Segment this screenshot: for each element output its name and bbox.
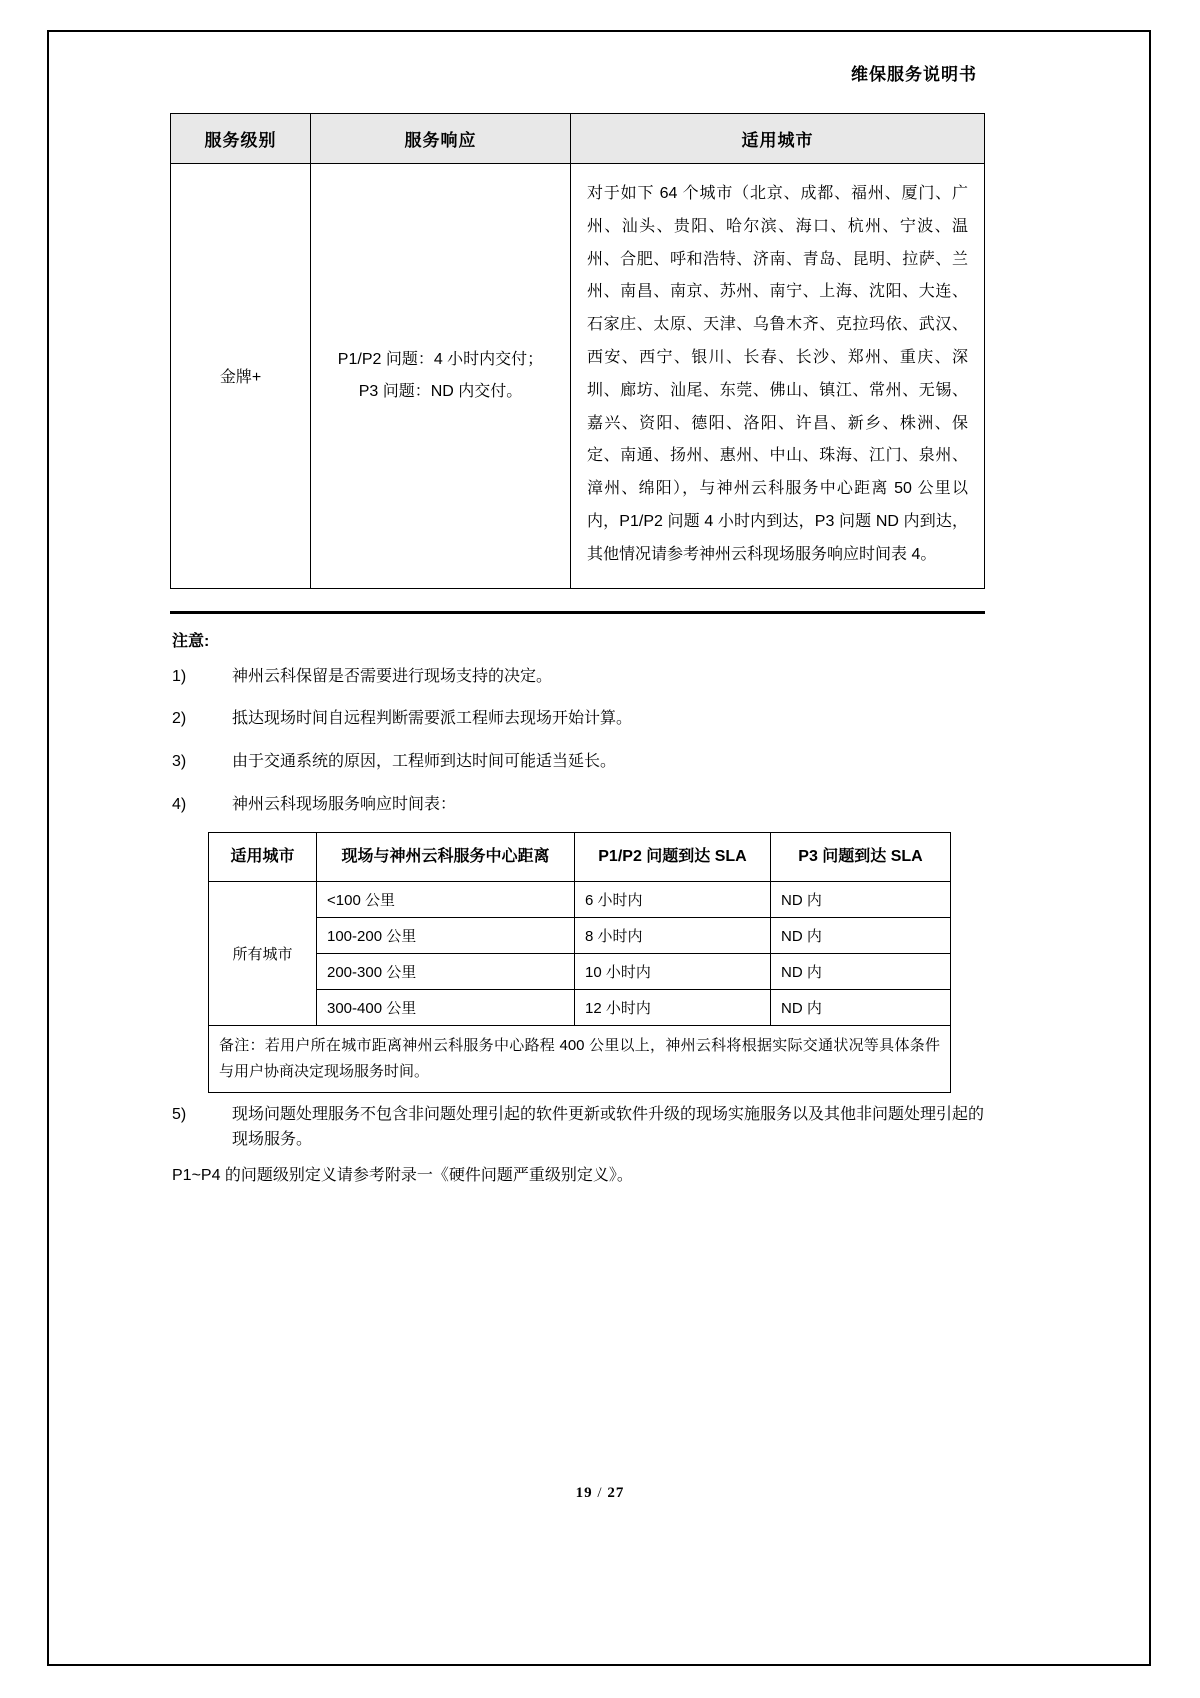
- footer-separator: /: [597, 1485, 603, 1501]
- response-p1p2: P1/P2 问题：4 小时内交付；: [337, 350, 544, 368]
- sla-footnote: 备注：若用户所在城市距离神州云科服务中心路程 400 公里以上，神州云科将根据实际交通状况等具体条件与用户协商决定现场服务时间。: [209, 1025, 951, 1093]
- table-row: [209, 989, 951, 1025]
- list-item: [170, 707, 985, 732]
- sla-header-p3: P3 问题到达 SLA: [771, 832, 951, 881]
- list-marker: 1): [172, 667, 187, 685]
- sla-cell-p1p2: 6 小时内: [575, 881, 771, 917]
- cell-applicable-cities: 对于如下 64 个城市（北京、成都、福州、厦门、广州、汕头、贵阳、哈尔滨、海口、杭州、宁波、温州、合肥、呼和浩特、济南、青岛、昆明、拉萨、兰州、南昌、南京、苏州、南宁、上海、沈阳、大连、石家庄、太原、天津、乌鲁木齐、克拉玛依、武汉、西安、西宁、银川、长春、长沙、郑州、重庆、深圳、廊坊、汕尾、东莞、佛山、镇江、常州、无锡、嘉兴、资阳、德阳、洛阳、许昌、新乡、株洲、保定、南通、扬州、惠州、中山、珠海、江门、泉州、漳州、绵阳），与神州云科服务中心距离 50 公里以内，P1/P2 问题 4 小时内到达，P3 问题 ND 内到达，其他情况请参考神州云科现场服务响应时间表 4。: [571, 164, 985, 589]
- sla-cell-p1p2: 8 小时内: [575, 917, 771, 953]
- sla-cell-p1p2: 12 小时内: [575, 989, 771, 1025]
- sla-cell-p3: ND 内: [771, 917, 951, 953]
- table-header-row: [209, 832, 951, 881]
- response-p3: P3 问题：ND 内交付。: [358, 382, 523, 400]
- sla-table-wrapper: [208, 832, 950, 1094]
- sla-header-p1p2: P1/P2 问题到达 SLA: [575, 832, 771, 881]
- header-service-response: 服务响应: [311, 114, 571, 164]
- notice-list-continued: [170, 1103, 985, 1153]
- sla-header-city: 适用城市: [209, 832, 317, 881]
- list-item: [170, 750, 985, 775]
- sla-cell-p3: ND 内: [771, 953, 951, 989]
- severity-reference-text: P1~P4 的问题级别定义请参考附录一《硬件问题严重级别定义》。: [172, 1166, 633, 1184]
- sla-cell-distance: 300-400 公里: [317, 989, 575, 1025]
- footer-total-pages: 27: [607, 1485, 625, 1501]
- footer-current-page: 19: [575, 1485, 593, 1501]
- table-row: [209, 1025, 951, 1093]
- table-header-row: [171, 114, 985, 164]
- cell-service-response: [311, 164, 571, 589]
- section-divider: [170, 611, 985, 614]
- list-item: [170, 793, 985, 818]
- sla-cell-distance: 100-200 公里: [317, 917, 575, 953]
- sla-cell-p1p2: 10 小时内: [575, 953, 771, 989]
- header-applicable-cities: 适用城市: [571, 114, 985, 164]
- list-marker: 4): [172, 795, 187, 813]
- page-content: [170, 60, 985, 1188]
- list-item-text: 现场问题处理服务不包含非问题处理引起的软件更新或软件升级的现场实施服务以及其他非问题处理引起的现场服务。: [232, 1106, 985, 1149]
- list-item: [170, 1103, 985, 1153]
- sla-cell-distance: 200-300 公里: [317, 953, 575, 989]
- list-item-text: 神州云科现场服务响应时间表：: [232, 795, 457, 813]
- service-level-table-head: [171, 114, 985, 164]
- sla-cell-p3: ND 内: [771, 881, 951, 917]
- list-item-text: 神州云科保留是否需要进行现场支持的决定。: [232, 667, 553, 685]
- onsite-sla-table: [208, 832, 951, 1094]
- sla-header-distance: 现场与神州云科服务中心距离: [317, 832, 575, 881]
- sla-table-body: [209, 881, 951, 1093]
- table-row: [171, 164, 985, 589]
- list-marker: 3): [172, 753, 187, 771]
- list-marker: 5): [172, 1106, 187, 1124]
- page-footer: [0, 1485, 1200, 1502]
- list-item-text: 由于交通系统的原因，工程师到达时间可能适当延长。: [232, 753, 617, 771]
- notice-heading: 注意:: [172, 632, 210, 650]
- page-header-title: 维保服务说明书: [851, 65, 977, 84]
- service-level-table: [170, 113, 985, 589]
- table-row: [209, 917, 951, 953]
- sla-cell-all-cities: 所有城市: [209, 881, 317, 1025]
- sla-cell-distance: <100 公里: [317, 881, 575, 917]
- cell-service-level: 金牌+: [171, 164, 311, 589]
- sla-table-head: [209, 832, 951, 881]
- header-service-level: 服务级别: [171, 114, 311, 164]
- table-row: [209, 881, 951, 917]
- notice-list: [170, 665, 985, 818]
- list-marker: 2): [172, 710, 187, 728]
- sla-cell-p3: ND 内: [771, 989, 951, 1025]
- list-item-text: 抵达现场时间自远程判断需要派工程师去现场开始计算。: [232, 710, 633, 728]
- list-item: [170, 665, 985, 690]
- service-level-table-body: [171, 164, 985, 589]
- table-row: [209, 953, 951, 989]
